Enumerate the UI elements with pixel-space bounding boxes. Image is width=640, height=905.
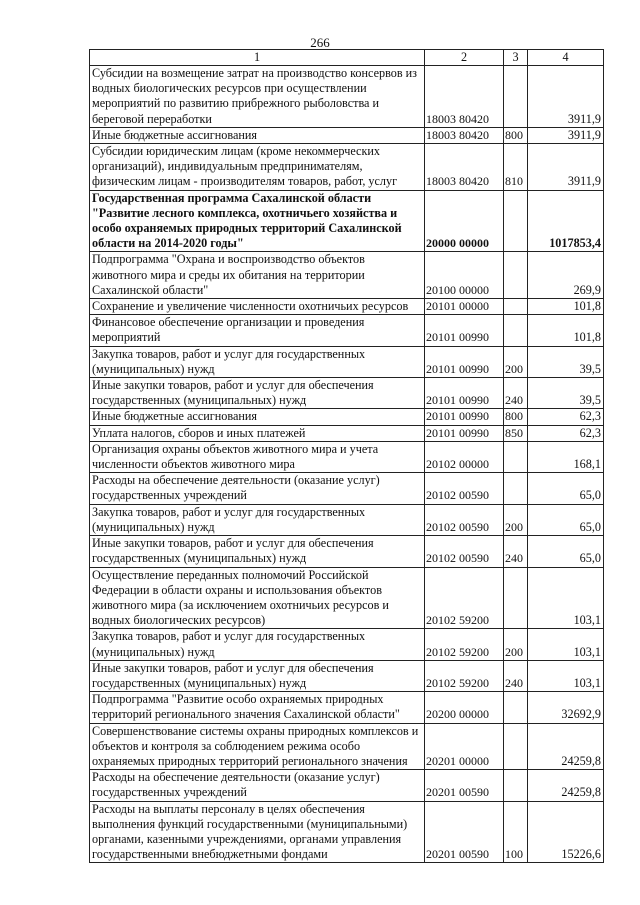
row-code-cell: 20201 00000 (425, 723, 504, 770)
budget-table (89, 49, 604, 863)
row-name-cell: Расходы на обеспечение деятельности (оказание услуг) государственных учреждений (90, 770, 425, 801)
row-type-cell (504, 190, 528, 252)
row-type-cell: 850 (504, 425, 528, 441)
row-amount-cell: 101,8 (528, 299, 604, 315)
row-name-cell: Государственная программа Сахалинской области "Развитие лесного комплекса, охотничьего хозяйства и особо охраняемых природных территорий Сахалинской области на 2014-2020 годы" (90, 190, 425, 252)
row-amount-cell: 62,3 (528, 425, 604, 441)
row-code-cell: 20201 00590 (425, 801, 504, 863)
row-name-cell: Субсидии на возмещение затрат на производство консервов из водных биологических ресурсов при осуществлении мероприятий по развитию прибрежного рыболовства и береговой переработки (90, 66, 425, 128)
row-name-cell: Организация охраны объектов животного мира и учета численности объектов животного мира (90, 441, 425, 472)
row-name-cell: Закупка товаров, работ и услуг для государственных (муниципальных) нужд (90, 346, 425, 377)
row-type-cell: 240 (504, 660, 528, 691)
table-row (90, 252, 604, 299)
table-row (90, 692, 604, 723)
row-code-cell: 20101 00990 (425, 378, 504, 409)
table-row (90, 801, 604, 863)
row-type-cell (504, 66, 528, 128)
row-type-cell: 200 (504, 346, 528, 377)
row-code-cell: 20102 00590 (425, 536, 504, 567)
table-row (90, 315, 604, 346)
row-name-cell: Уплата налогов, сборов и иных платежей (90, 425, 425, 441)
budget-table-body (90, 50, 604, 863)
row-type-cell (504, 473, 528, 504)
row-amount-cell: 103,1 (528, 660, 604, 691)
table-row (90, 536, 604, 567)
header-col-4: 4 (528, 50, 604, 66)
row-type-cell: 810 (504, 144, 528, 191)
row-name-cell: Расходы на выплаты персоналу в целях обеспечения выполнения функций государственными (муниципальными) органами, казенными учреждениями, органами управления государственными внебюджетными фондами (90, 801, 425, 863)
row-code-cell: 20102 00590 (425, 504, 504, 535)
row-name-cell: Расходы на обеспечение деятельности (оказание услуг) государственных учреждений (90, 473, 425, 504)
row-code-cell: 20101 00000 (425, 299, 504, 315)
row-type-cell: 240 (504, 536, 528, 567)
row-amount-cell: 3911,9 (528, 66, 604, 128)
row-amount-cell: 269,9 (528, 252, 604, 299)
table-row (90, 425, 604, 441)
row-amount-cell: 65,0 (528, 473, 604, 504)
row-amount-cell: 24259,8 (528, 723, 604, 770)
row-amount-cell: 65,0 (528, 504, 604, 535)
row-amount-cell: 39,5 (528, 346, 604, 377)
row-name-cell: Иные закупки товаров, работ и услуг для обеспечения государственных (муниципальных) нужд (90, 378, 425, 409)
table-row (90, 144, 604, 191)
row-code-cell: 20102 00000 (425, 441, 504, 472)
row-code-cell: 20101 00990 (425, 346, 504, 377)
row-amount-cell: 103,1 (528, 567, 604, 629)
row-type-cell: 800 (504, 409, 528, 425)
table-row (90, 567, 604, 629)
row-code-cell: 20101 00990 (425, 425, 504, 441)
row-name-cell: Подпрограмма "Развитие особо охраняемых природных территорий регионального значения Сахалинской области" (90, 692, 425, 723)
row-amount-cell: 39,5 (528, 378, 604, 409)
table-row (90, 723, 604, 770)
row-name-cell: Субсидии юридическим лицам (кроме некоммерческих организаций), индивидуальным предпринимателям, физическим лицам - производителям товаров, работ, услуг (90, 144, 425, 191)
header-col-3: 3 (504, 50, 528, 66)
table-row (90, 473, 604, 504)
row-amount-cell: 103,1 (528, 629, 604, 660)
row-type-cell: 240 (504, 378, 528, 409)
row-code-cell: 20102 59200 (425, 660, 504, 691)
row-type-cell (504, 770, 528, 801)
row-amount-cell: 1017853,4 (528, 190, 604, 252)
row-name-cell: Осуществление переданных полномочий Российской Федерации в области охраны и использования объектов животного мира (за исключением охотничьих ресурсов и водных биологических ресурсов) (90, 567, 425, 629)
row-code-cell: 20101 00990 (425, 409, 504, 425)
row-amount-cell: 62,3 (528, 409, 604, 425)
row-code-cell: 20201 00590 (425, 770, 504, 801)
row-code-cell: 18003 80420 (425, 127, 504, 143)
row-type-cell: 200 (504, 504, 528, 535)
row-name-cell: Подпрограмма "Охрана и воспроизводство объектов животного мира и среды их обитания на территории Сахалинской области" (90, 252, 425, 299)
table-row (90, 660, 604, 691)
row-code-cell: 20200 00000 (425, 692, 504, 723)
row-type-cell: 200 (504, 629, 528, 660)
row-name-cell: Сохранение и увеличение численности охотничьих ресурсов (90, 299, 425, 315)
table-row (90, 346, 604, 377)
row-type-cell (504, 299, 528, 315)
row-code-cell: 20100 00000 (425, 252, 504, 299)
row-code-cell: 18003 80420 (425, 144, 504, 191)
row-amount-cell: 24259,8 (528, 770, 604, 801)
row-type-cell (504, 315, 528, 346)
row-name-cell: Иные бюджетные ассигнования (90, 409, 425, 425)
table-row (90, 378, 604, 409)
row-name-cell: Закупка товаров, работ и услуг для государственных (муниципальных) нужд (90, 504, 425, 535)
table-row (90, 127, 604, 143)
row-name-cell: Совершенствование системы охраны природных комплексов и объектов и контроля за соблюдением режима особо охраняемых природных территорий регионального значения (90, 723, 425, 770)
row-amount-cell: 15226,6 (528, 801, 604, 863)
table-row (90, 66, 604, 128)
table-row (90, 629, 604, 660)
row-type-cell: 800 (504, 127, 528, 143)
row-type-cell (504, 252, 528, 299)
table-row (90, 409, 604, 425)
row-amount-cell: 3911,9 (528, 127, 604, 143)
table-header-row (90, 50, 604, 66)
table-row (90, 504, 604, 535)
row-code-cell: 20101 00990 (425, 315, 504, 346)
row-name-cell: Закупка товаров, работ и услуг для государственных (муниципальных) нужд (90, 629, 425, 660)
row-amount-cell: 101,8 (528, 315, 604, 346)
row-amount-cell: 3911,9 (528, 144, 604, 191)
row-code-cell: 20102 59200 (425, 567, 504, 629)
row-type-cell (504, 692, 528, 723)
row-type-cell: 100 (504, 801, 528, 863)
row-code-cell: 18003 80420 (425, 66, 504, 128)
row-code-cell: 20102 00590 (425, 473, 504, 504)
header-col-1: 1 (90, 50, 425, 66)
row-name-cell: Финансовое обеспечение организации и проведения мероприятий (90, 315, 425, 346)
header-col-2: 2 (425, 50, 504, 66)
table-row (90, 190, 604, 252)
table-row (90, 299, 604, 315)
row-amount-cell: 32692,9 (528, 692, 604, 723)
row-name-cell: Иные закупки товаров, работ и услуг для обеспечения государственных (муниципальных) нужд (90, 660, 425, 691)
row-amount-cell: 168,1 (528, 441, 604, 472)
table-row (90, 770, 604, 801)
row-type-cell (504, 567, 528, 629)
row-code-cell: 20000 00000 (425, 190, 504, 252)
row-type-cell (504, 441, 528, 472)
row-code-cell: 20102 59200 (425, 629, 504, 660)
row-amount-cell: 65,0 (528, 536, 604, 567)
row-type-cell (504, 723, 528, 770)
page-number: 266 (310, 35, 330, 50)
table-row (90, 441, 604, 472)
row-name-cell: Иные закупки товаров, работ и услуг для обеспечения государственных (муниципальных) нужд (90, 536, 425, 567)
row-name-cell: Иные бюджетные ассигнования (90, 127, 425, 143)
